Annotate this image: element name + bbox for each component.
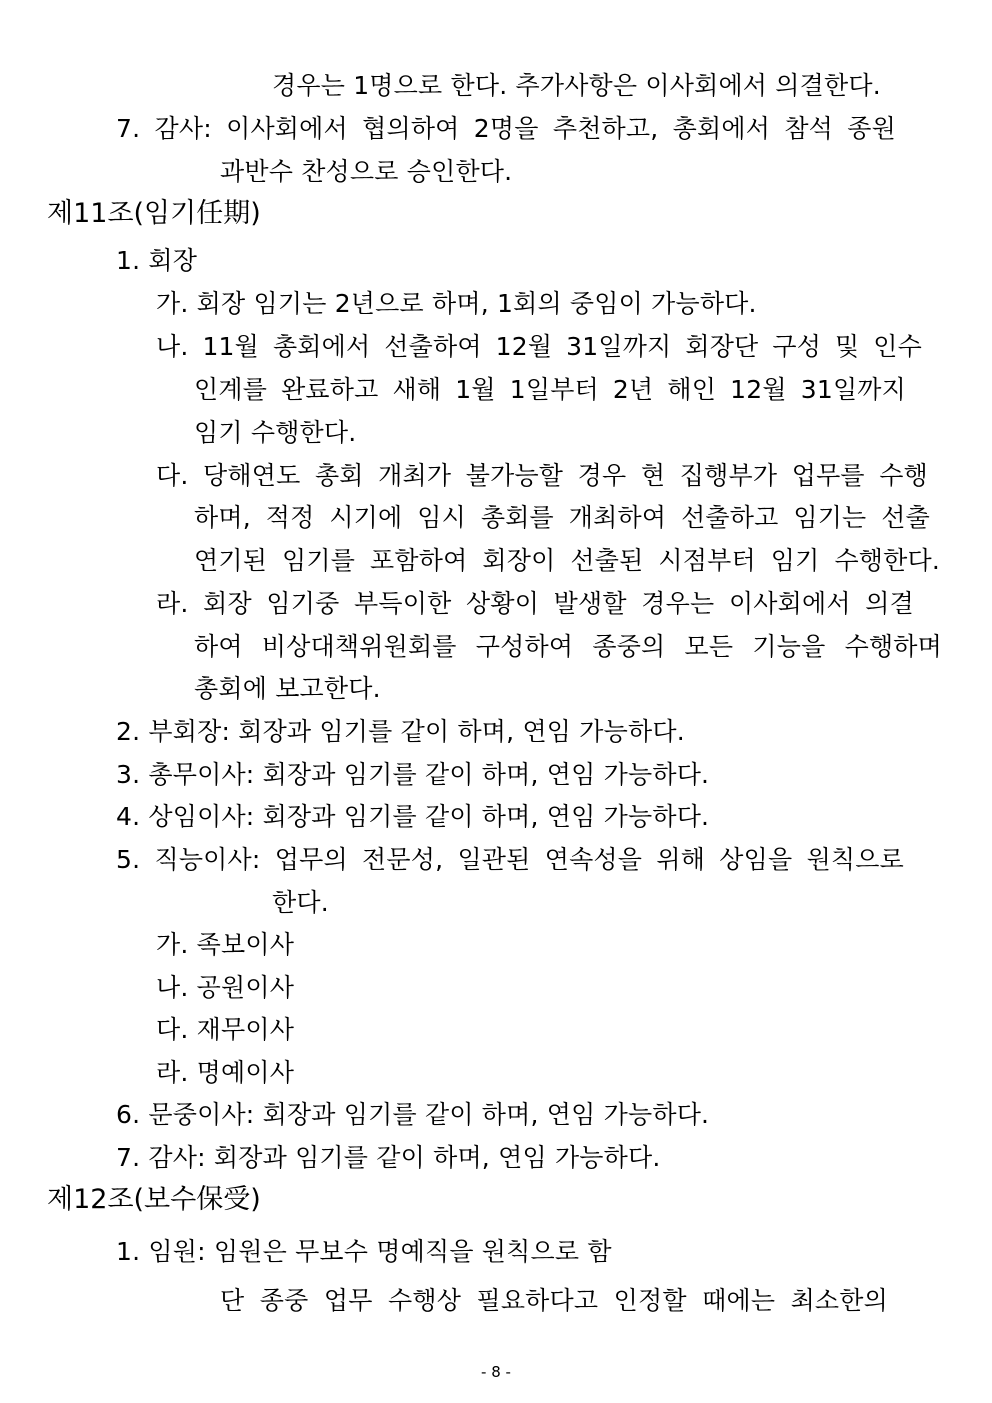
text-line: 임기 수행한다. [194, 418, 357, 447]
text-line: 라. 회장 임기중 부득이한 상황이 발생할 경우는 이사회에서 의결 [156, 589, 914, 618]
text-line: 5. 직능이사: 업무의 전문성, 일관된 연속성을 위해 상임을 원칙으로 [116, 845, 904, 874]
text-line: 총회에 보고한다. [194, 674, 381, 703]
text-line: 한다. [272, 888, 329, 917]
text-line: 1. 회장 [116, 246, 198, 275]
page-number: - 8 - [481, 1363, 511, 1381]
text-line: 3. 총무이사: 회장과 임기를 같이 하며, 연임 가능하다. [116, 760, 710, 789]
text-line: 연기된 임기를 포함하여 회장이 선출된 시점부터 임기 수행한다. [194, 546, 940, 575]
article-heading: 제11조(임기任期) [47, 198, 261, 229]
text-line: 하여 비상대책위원회를 구성하여 종중의 모든 기능을 수행하며 [194, 632, 942, 661]
text-line: 다. 당해연도 총회 개최가 불가능할 경우 현 집행부가 업무를 수행 [156, 461, 928, 490]
text-line: 가. 회장 임기는 2년으로 하며, 1회의 중임이 가능하다. [156, 289, 757, 318]
text-line: 가. 족보이사 [156, 930, 295, 959]
article-heading: 제12조(보수保受) [47, 1184, 261, 1215]
text-line: 하며, 적정 시기에 임시 총회를 개최하여 선출하고 임기는 선출 [194, 503, 930, 532]
text-line: 2. 부회장: 회장과 임기를 같이 하며, 연임 가능하다. [116, 717, 685, 746]
text-line: 다. 재무이사 [156, 1015, 295, 1044]
text-line: 경우는 1명으로 한다. 추가사항은 이사회에서 의결한다. [272, 71, 881, 100]
text-line: 과반수 찬성으로 승인한다. [220, 157, 513, 186]
text-line: 6. 문중이사: 회장과 임기를 같이 하며, 연임 가능하다. [116, 1100, 710, 1129]
text-line: 라. 명예이사 [156, 1058, 295, 1087]
text-line: 인계를 완료하고 새해 1월 1일부터 2년 해인 12월 31일까지 [194, 375, 906, 404]
text-line: 1. 임원: 임원은 무보수 명예직을 원칙으로 함 [116, 1237, 612, 1266]
text-line: 7. 감사: 회장과 임기를 같이 하며, 연임 가능하다. [116, 1143, 661, 1172]
text-line: 단 종중 업무 수행상 필요하다고 인정할 때에는 최소한의 [220, 1286, 888, 1315]
text-line: 나. 11월 총회에서 선출하여 12월 31일까지 회장단 구성 및 인수 [156, 332, 922, 361]
text-line: 4. 상임이사: 회장과 임기를 같이 하며, 연임 가능하다. [116, 802, 710, 831]
text-line: 나. 공원이사 [156, 973, 295, 1002]
text-line: 7. 감사: 이사회에서 협의하여 2명을 추천하고, 총회에서 참석 종원 [116, 114, 896, 143]
